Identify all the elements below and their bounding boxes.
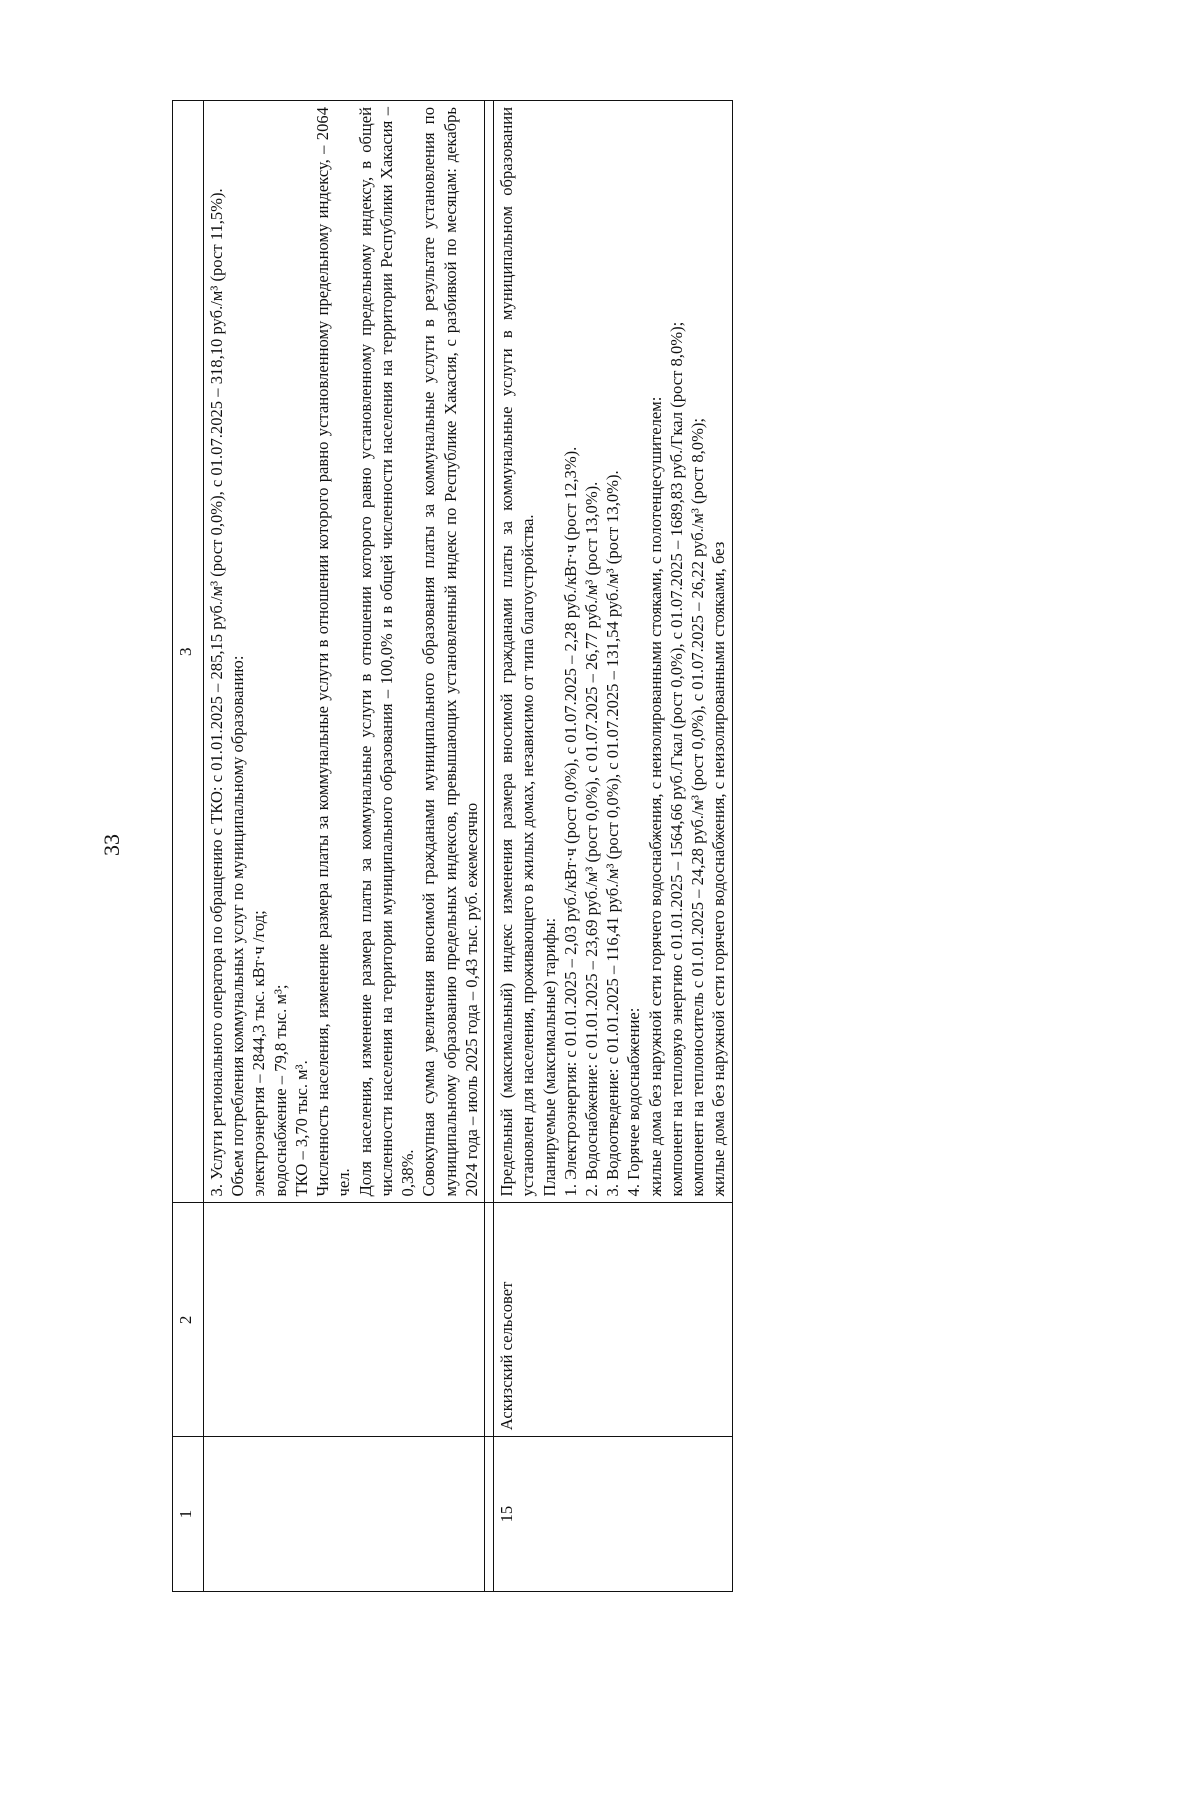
rotated-page xyxy=(172,100,1200,1798)
header-col-3: 3 xyxy=(173,101,204,1203)
header-col-1: 1 xyxy=(173,1437,204,1592)
municipality-name: Аскизский сельсовет xyxy=(494,1203,733,1437)
tariff-table xyxy=(172,100,733,1592)
text-line: 3. Водоотведение: с 01.01.2025 – 116,41 руб./м³ (рост 0,0%), с 01.07.2025 – 131,54 руб./м³ (рост 13,0%). xyxy=(603,470,623,1197)
municipality-name xyxy=(204,1203,485,1437)
text-line: Численность населения, изменение размера платы за коммунальные услуги в отношении которого равно установленному предельному индексу, – 2064 чел. xyxy=(313,107,354,1197)
text-line: 2. Водоснабжение: с 01.01.2025 – 23,69 руб./м³ (рост 0,0%), с 01.07.2025 – 26,77 руб./м³ (рост 13,0%). xyxy=(581,481,601,1197)
row-number xyxy=(204,1437,485,1592)
text-line: компонент на теплоноситель с 01.01.2025 – 24,28 руб./м³ (рост 0,0%), с 01.07.2025 – 26,22 руб./м³ (рост 8,0%); xyxy=(688,417,708,1197)
table-row xyxy=(494,101,733,1592)
text-line: жилые дома без наружной сети горячего водоснабжения, с неизолированными стояками, с полотенцесушителем: xyxy=(645,396,665,1197)
rotated-table-container xyxy=(172,100,1116,1592)
text-line: Объем потребления коммунальных услуг по муниципальному образованию: xyxy=(228,655,248,1197)
table-row xyxy=(204,101,485,1592)
text-line: Предельный (максимальный) индекс изменения размера вносимой гражданами платы за коммунальные услуги в муниципальном образовании установлен для населения, проживающего в жилых домах, независимо от типа благоустройства. xyxy=(497,107,538,1197)
text-line: электроэнергия – 2844,3 тыс. кВт·ч /год; xyxy=(249,910,269,1197)
text-line: Планируемые (максимальные) тарифы: xyxy=(539,917,559,1197)
text-line: 4. Горячее водоснабжение: xyxy=(624,1007,644,1197)
text-line: жилые дома без наружной сети горячего водоснабжения, с неизолированными стояками, без xyxy=(709,541,729,1197)
row-description xyxy=(494,101,733,1203)
page-number: 33 xyxy=(99,834,124,856)
table-header-row xyxy=(173,101,204,1592)
text-line: компонент на тепловую энергию с 01.01.2025 – 1564,66 руб./Гкал (рост 0,0%), с 01.07.2025 – 1689,83 руб./Гкал (рост 8,0%); xyxy=(666,321,686,1197)
text-line: 1. Электроэнергия: с 01.01.2025 – 2,03 руб./кВт·ч (рост 0,0%), с 01.07.2025 – 2,28 руб./кВт·ч (рост 12,3%). xyxy=(560,446,580,1197)
text-line: Совокупная сумма увеличения вносимой гражданами муниципального образования платы за коммунальные услуги в результате установления по муниципальному образованию предельных индексов, превышающих установленный индекс по Республике Хакасия, с разбивкой по месяцам: декабрь 2024 года – июль 2025 года – 0,43 тыс. руб. ежемесячно xyxy=(419,107,481,1197)
row-description xyxy=(204,101,485,1203)
text-line: ТКО – 3,70 тыс. м³. xyxy=(291,1060,311,1197)
text-line: Доля населения, изменение размера платы за коммунальные услуги в отношении которого равно установленному предельному индексу, в общей численности населения на территории муниципального образования – 100,0% и в общей численности населения на территории Республики Хакасия – 0,38%. xyxy=(355,107,418,1197)
row-separator xyxy=(485,101,494,1592)
row-number: 15 xyxy=(494,1437,733,1592)
text-line: водоснабжение – 79,8 тыс. м³; xyxy=(270,984,290,1197)
header-col-2: 2 xyxy=(173,1203,204,1437)
text-line: 3. Услуги регионального оператора по обращению с ТКО: с 01.01.2025 – 285,15 руб./м³ (рост 0,0%), с 01.07.2025 – 318,10 руб./м³ (рост 11,5%). xyxy=(207,188,226,1197)
